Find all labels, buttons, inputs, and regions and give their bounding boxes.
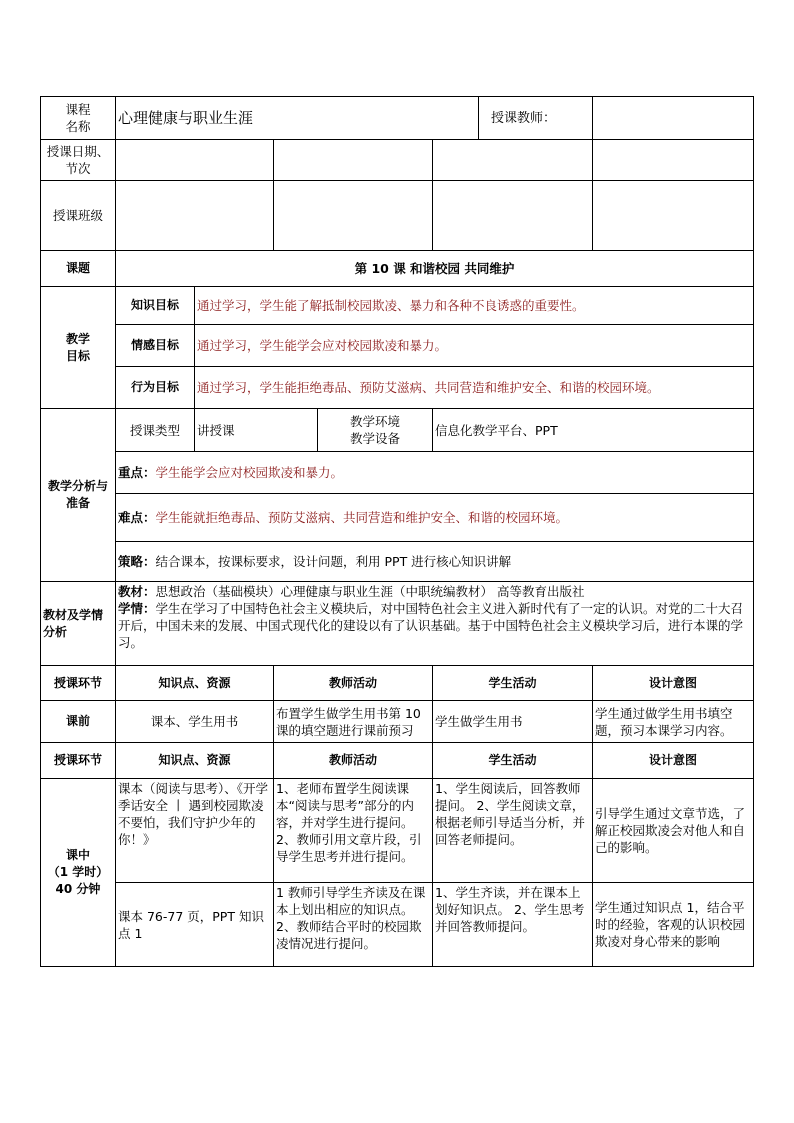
difficulty-label: 难点： xyxy=(118,510,156,525)
objective-label: 知识目标 xyxy=(116,287,195,325)
header-intent: 设计意图 xyxy=(593,666,754,701)
header-teacher: 教师活动 xyxy=(274,743,433,779)
class-cell-2 xyxy=(274,181,433,251)
class-row xyxy=(41,181,754,251)
pre-class-row xyxy=(41,701,754,743)
in-class-student: 1、学生阅读后，回答教师提问。 2、学生阅读文章，根据老师引导适当分析，并回答老师提问。 xyxy=(433,779,593,883)
date-cell-1 xyxy=(116,140,274,181)
objective-text: 通过学习，学生能了解抵制校园欺凌、暴力和各种不良诱惑的重要性。 xyxy=(195,287,754,325)
topic-title: 第 10 课 和谐校园 共同维护 xyxy=(116,251,754,287)
teacher-label: 授课教师： xyxy=(479,97,593,140)
header-stage: 授课环节 xyxy=(41,743,116,779)
pre-class-intent: 学生通过做学生用书填空题，预习本课学习内容。 xyxy=(593,701,754,743)
analysis-label: 教学分析与 准备 xyxy=(41,409,116,582)
header-student: 学生活动 xyxy=(433,666,593,701)
course-label: 课程 名称 xyxy=(41,97,116,140)
in-class-intent: 引导学生通过文章节选，了解正校园欺凌会对他人和自己的影响。 xyxy=(593,779,754,883)
teacher-value xyxy=(593,97,754,140)
header-resource: 知识点、资源 xyxy=(116,666,274,701)
in-class-teacher: 1 教师引导学生齐读及在课本上划出相应的知识点。 2、教师结合平时的校园欺凌情况进行提问。 xyxy=(274,883,433,967)
topic-label: 课题 xyxy=(41,251,116,287)
in-class-stage: 课中 （1 学时） 40 分钟 xyxy=(41,779,116,967)
class-cell-1 xyxy=(116,181,274,251)
date-label: 授课日期、 节次 xyxy=(41,140,116,181)
pre-class-teacher: 布置学生做学生用书第 10 课的填空题进行课前预习 xyxy=(274,701,433,743)
difficulty-text: 学生能就拒绝毒品、预防艾滋病、共同营造和维护安全、和谐的校园环境。 xyxy=(155,510,569,525)
strategy-text: 结合课本，按课标要求，设计问题，利用 PPT 进行核心知识讲解 xyxy=(155,554,512,569)
key-point xyxy=(116,452,754,494)
type-value: 讲授课 xyxy=(195,409,318,452)
textbook-line: 教材：思想政治（基础模块）心理健康与职业生涯（中职统编教材） 高等教育出版社 xyxy=(118,584,585,599)
materials-row xyxy=(41,582,754,666)
course-name: 心理健康与职业生涯 xyxy=(116,97,479,140)
objective-label: 行为目标 xyxy=(116,367,195,409)
process-header-row xyxy=(41,743,754,779)
key-point-label: 重点： xyxy=(118,465,156,480)
header-stage: 授课环节 xyxy=(41,666,116,701)
course-row xyxy=(41,97,754,140)
date-cell-4 xyxy=(593,140,754,181)
date-cell-2 xyxy=(274,140,433,181)
in-class-student: 1、学生齐读，并在课本上划好知识点。 2、学生思考并回答教师提问。 xyxy=(433,883,593,967)
objective-label: 情感目标 xyxy=(116,325,195,367)
env-label: 教学环境 教学设备 xyxy=(318,409,433,452)
topic-row xyxy=(41,251,754,287)
objective-text: 通过学习，学生能学会应对校园欺凌和暴力。 xyxy=(195,325,754,367)
pre-class-stage: 课前 xyxy=(41,701,116,743)
objective-row xyxy=(41,287,754,325)
header-resource: 知识点、资源 xyxy=(116,743,274,779)
key-point-text: 学生能学会应对校园欺凌和暴力。 xyxy=(155,465,344,480)
pre-class-resource: 课本、学生用书 xyxy=(116,701,274,743)
objectives-label: 教学 目标 xyxy=(41,287,116,409)
objective-row xyxy=(41,325,754,367)
header-student: 学生活动 xyxy=(433,743,593,779)
lesson-plan xyxy=(40,96,753,967)
teaching-type-row xyxy=(41,409,754,452)
in-class-resource: 课本（阅读与思考）、《开学季话安全 丨 遇到校园欺凌不要怕，我们守护少年的你！》 xyxy=(116,779,274,883)
materials-label: 教材及学情 分析 xyxy=(41,582,116,666)
in-class-row xyxy=(41,883,754,967)
type-label: 授课类型 xyxy=(116,409,195,452)
strategy xyxy=(116,542,754,582)
env-value: 信息化教学平台、PPT xyxy=(433,409,754,452)
in-class-resource: 课本 76-77 页，PPT 知识点 1 xyxy=(116,883,274,967)
class-label: 授课班级 xyxy=(41,181,116,251)
in-class-teacher: 1、老师布置学生阅读课本“阅读与思考”部分的内容，并对学生进行提问。 2、教师引用文章片段，引导学生思考并进行提问。 xyxy=(274,779,433,883)
difficulty-row xyxy=(41,494,754,542)
lesson-plan-table xyxy=(40,96,754,967)
class-cell-3 xyxy=(433,181,593,251)
materials-content xyxy=(116,582,754,666)
objective-row xyxy=(41,367,754,409)
objective-text: 通过学习，学生能拒绝毒品、预防艾滋病、共同营造和维护安全、和谐的校园环境。 xyxy=(195,367,754,409)
pre-class-student: 学生做学生用书 xyxy=(433,701,593,743)
process-header-row xyxy=(41,666,754,701)
key-point-row xyxy=(41,452,754,494)
header-teacher: 教师活动 xyxy=(274,666,433,701)
header-intent: 设计意图 xyxy=(593,743,754,779)
class-cell-4 xyxy=(593,181,754,251)
strategy-label: 策略： xyxy=(118,554,156,569)
situation-line: 学情：学生在学习了中国特色社会主义模块后，对中国特色社会主义进入新时代有了一定的认识。对党的二十大召开后，中国未来的发展、中国式现代化的建设以有了认识基础。基于中国特色社会主义模块学习后，进行本课的学习。 xyxy=(118,601,744,650)
date-cell-3 xyxy=(433,140,593,181)
difficulty xyxy=(116,494,754,542)
in-class-intent: 学生通过知识点 1，结合平时的经验，客观的认识校园欺凌对身心带来的影响 xyxy=(593,883,754,967)
in-class-row xyxy=(41,779,754,883)
date-row xyxy=(41,140,754,181)
strategy-row xyxy=(41,542,754,582)
